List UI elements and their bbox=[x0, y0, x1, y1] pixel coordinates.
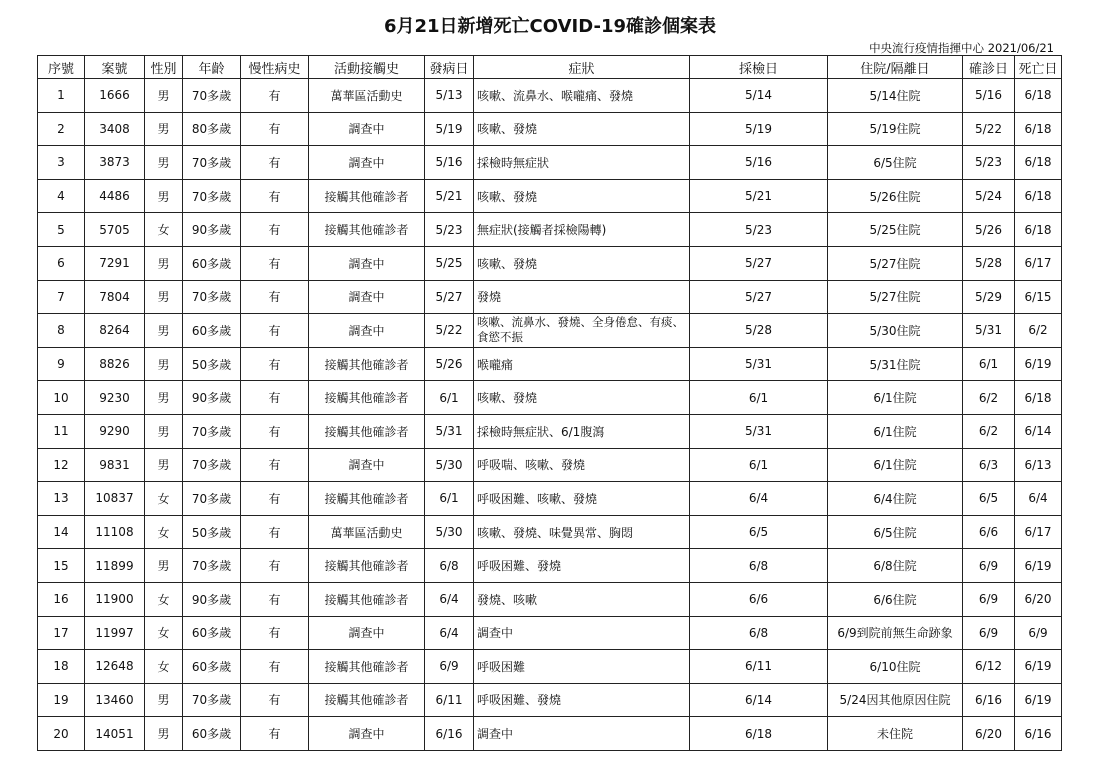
cell-hospital-date: 6/5住院 bbox=[828, 515, 963, 549]
cell-case-no: 11899 bbox=[85, 549, 145, 583]
cell-case-no: 10837 bbox=[85, 482, 145, 516]
cell-age: 70多歲 bbox=[183, 482, 241, 516]
cell-case-no: 13460 bbox=[85, 683, 145, 717]
col-header-onset: 發病日 bbox=[425, 56, 474, 79]
cell-contact: 調查中 bbox=[309, 112, 425, 146]
cell-seq: 18 bbox=[38, 650, 85, 684]
cell-test-date: 6/6 bbox=[690, 582, 828, 616]
cell-confirm-date: 5/26 bbox=[963, 213, 1015, 247]
col-header-confirm-date: 確診日 bbox=[963, 56, 1015, 79]
cell-contact: 接觸其他確診者 bbox=[309, 582, 425, 616]
col-header-death-date: 死亡日 bbox=[1015, 56, 1062, 79]
cell-symptoms: 呼吸困難、發燒 bbox=[474, 549, 690, 583]
cell-chronic: 有 bbox=[241, 179, 309, 213]
cell-test-date: 6/11 bbox=[690, 650, 828, 684]
cell-case-no: 7804 bbox=[85, 280, 145, 314]
cell-symptoms: 呼吸困難 bbox=[474, 650, 690, 684]
cell-case-no: 14051 bbox=[85, 717, 145, 751]
cell-test-date: 5/31 bbox=[690, 347, 828, 381]
cell-death-date: 6/13 bbox=[1015, 448, 1062, 482]
cell-confirm-date: 6/3 bbox=[963, 448, 1015, 482]
cell-onset: 5/30 bbox=[425, 448, 474, 482]
cell-hospital-date: 6/10住院 bbox=[828, 650, 963, 684]
cell-chronic: 有 bbox=[241, 549, 309, 583]
cell-chronic: 有 bbox=[241, 213, 309, 247]
cell-case-no: 3408 bbox=[85, 112, 145, 146]
table-row bbox=[38, 683, 1062, 717]
cell-confirm-date: 6/9 bbox=[963, 616, 1015, 650]
table-row bbox=[38, 347, 1062, 381]
cell-hospital-date: 6/6住院 bbox=[828, 582, 963, 616]
cell-symptoms: 咳嗽、流鼻水、喉嚨痛、發燒 bbox=[474, 79, 690, 113]
cell-onset: 5/30 bbox=[425, 515, 474, 549]
cell-seq: 4 bbox=[38, 179, 85, 213]
cell-chronic: 有 bbox=[241, 246, 309, 280]
cell-case-no: 8826 bbox=[85, 347, 145, 381]
cell-test-date: 5/27 bbox=[690, 246, 828, 280]
cell-age: 70多歲 bbox=[183, 179, 241, 213]
cell-test-date: 6/18 bbox=[690, 717, 828, 751]
cell-contact: 接觸其他確診者 bbox=[309, 213, 425, 247]
table-row bbox=[38, 146, 1062, 180]
col-header-seq: 序號 bbox=[38, 56, 85, 79]
cell-confirm-date: 5/22 bbox=[963, 112, 1015, 146]
table-row bbox=[38, 414, 1062, 448]
cell-chronic: 有 bbox=[241, 112, 309, 146]
col-header-hospital-date: 住院/隔離日 bbox=[828, 56, 963, 79]
col-header-case-no: 案號 bbox=[85, 56, 145, 79]
cell-chronic: 有 bbox=[241, 515, 309, 549]
cell-death-date: 6/9 bbox=[1015, 616, 1062, 650]
cell-death-date: 6/18 bbox=[1015, 79, 1062, 113]
case-table bbox=[37, 55, 1062, 751]
cell-onset: 6/1 bbox=[425, 381, 474, 415]
cell-death-date: 6/4 bbox=[1015, 482, 1062, 516]
cell-confirm-date: 5/24 bbox=[963, 179, 1015, 213]
cell-hospital-date: 未住院 bbox=[828, 717, 963, 751]
cell-death-date: 6/2 bbox=[1015, 314, 1062, 348]
cell-death-date: 6/16 bbox=[1015, 717, 1062, 751]
cell-death-date: 6/17 bbox=[1015, 515, 1062, 549]
cell-sex: 男 bbox=[145, 717, 183, 751]
cell-age: 60多歲 bbox=[183, 717, 241, 751]
cell-seq: 15 bbox=[38, 549, 85, 583]
cell-hospital-date: 6/4住院 bbox=[828, 482, 963, 516]
cell-death-date: 6/18 bbox=[1015, 213, 1062, 247]
cell-sex: 男 bbox=[145, 414, 183, 448]
table-row bbox=[38, 213, 1062, 247]
cell-onset: 6/11 bbox=[425, 683, 474, 717]
cell-test-date: 5/23 bbox=[690, 213, 828, 247]
cell-contact: 接觸其他確診者 bbox=[309, 179, 425, 213]
cell-chronic: 有 bbox=[241, 347, 309, 381]
cell-case-no: 9230 bbox=[85, 381, 145, 415]
cell-onset: 6/4 bbox=[425, 616, 474, 650]
cell-test-date: 5/31 bbox=[690, 414, 828, 448]
cell-contact: 調查中 bbox=[309, 717, 425, 751]
cell-symptoms: 呼吸喘、咳嗽、發燒 bbox=[474, 448, 690, 482]
cell-symptoms: 採檢時無症狀、6/1腹瀉 bbox=[474, 414, 690, 448]
cell-confirm-date: 5/29 bbox=[963, 280, 1015, 314]
table-row bbox=[38, 448, 1062, 482]
cell-contact: 接觸其他確診者 bbox=[309, 650, 425, 684]
cell-symptoms: 無症狀(接觸者採檢陽轉) bbox=[474, 213, 690, 247]
cell-age: 70多歲 bbox=[183, 549, 241, 583]
cell-confirm-date: 6/16 bbox=[963, 683, 1015, 717]
cell-chronic: 有 bbox=[241, 280, 309, 314]
cell-case-no: 1666 bbox=[85, 79, 145, 113]
cell-death-date: 6/18 bbox=[1015, 112, 1062, 146]
col-header-sex: 性別 bbox=[145, 56, 183, 79]
cell-death-date: 6/17 bbox=[1015, 246, 1062, 280]
cell-hospital-date: 6/8住院 bbox=[828, 549, 963, 583]
cell-onset: 5/23 bbox=[425, 213, 474, 247]
cell-chronic: 有 bbox=[241, 717, 309, 751]
cell-age: 60多歲 bbox=[183, 246, 241, 280]
cell-onset: 5/31 bbox=[425, 414, 474, 448]
cell-sex: 女 bbox=[145, 482, 183, 516]
cell-age: 60多歲 bbox=[183, 314, 241, 348]
cell-contact: 接觸其他確診者 bbox=[309, 414, 425, 448]
cell-seq: 14 bbox=[38, 515, 85, 549]
cell-symptoms: 咳嗽、發燒 bbox=[474, 246, 690, 280]
cell-confirm-date: 6/6 bbox=[963, 515, 1015, 549]
cell-symptoms: 發燒、咳嗽 bbox=[474, 582, 690, 616]
page-title: 6月21日新增死亡COVID-19確診個案表 bbox=[383, 16, 717, 37]
cell-sex: 男 bbox=[145, 280, 183, 314]
cell-death-date: 6/18 bbox=[1015, 146, 1062, 180]
cell-case-no: 9831 bbox=[85, 448, 145, 482]
cell-case-no: 11108 bbox=[85, 515, 145, 549]
cell-contact: 調查中 bbox=[309, 280, 425, 314]
cell-hospital-date: 5/27住院 bbox=[828, 280, 963, 314]
cell-age: 50多歲 bbox=[183, 347, 241, 381]
cell-symptoms: 呼吸困難、咳嗽、發燒 bbox=[474, 482, 690, 516]
cell-test-date: 5/21 bbox=[690, 179, 828, 213]
cell-contact: 接觸其他確診者 bbox=[309, 683, 425, 717]
cell-death-date: 6/14 bbox=[1015, 414, 1062, 448]
cell-onset: 5/26 bbox=[425, 347, 474, 381]
col-header-symptoms: 症狀 bbox=[474, 56, 690, 79]
cell-death-date: 6/19 bbox=[1015, 347, 1062, 381]
cell-chronic: 有 bbox=[241, 448, 309, 482]
cell-seq: 1 bbox=[38, 79, 85, 113]
cell-contact: 調查中 bbox=[309, 314, 425, 348]
cell-onset: 6/16 bbox=[425, 717, 474, 751]
cell-test-date: 6/1 bbox=[690, 448, 828, 482]
cell-age: 90多歲 bbox=[183, 381, 241, 415]
cell-case-no: 8264 bbox=[85, 314, 145, 348]
table-row bbox=[38, 381, 1062, 415]
cell-seq: 7 bbox=[38, 280, 85, 314]
cell-contact: 調查中 bbox=[309, 448, 425, 482]
cell-onset: 6/8 bbox=[425, 549, 474, 583]
cell-age: 90多歲 bbox=[183, 213, 241, 247]
cell-seq: 8 bbox=[38, 314, 85, 348]
cell-onset: 5/16 bbox=[425, 146, 474, 180]
col-header-test-date: 採檢日 bbox=[690, 56, 828, 79]
cell-death-date: 6/18 bbox=[1015, 381, 1062, 415]
cell-case-no: 7291 bbox=[85, 246, 145, 280]
table-row bbox=[38, 482, 1062, 516]
table-row bbox=[38, 79, 1062, 113]
cell-onset: 5/27 bbox=[425, 280, 474, 314]
cell-hospital-date: 5/19住院 bbox=[828, 112, 963, 146]
cell-age: 70多歲 bbox=[183, 683, 241, 717]
cell-confirm-date: 6/20 bbox=[963, 717, 1015, 751]
cell-seq: 9 bbox=[38, 347, 85, 381]
cell-hospital-date: 5/27住院 bbox=[828, 246, 963, 280]
cell-chronic: 有 bbox=[241, 146, 309, 180]
cell-confirm-date: 5/23 bbox=[963, 146, 1015, 180]
cell-onset: 6/4 bbox=[425, 582, 474, 616]
cell-confirm-date: 6/9 bbox=[963, 549, 1015, 583]
cell-case-no: 9290 bbox=[85, 414, 145, 448]
cell-seq: 6 bbox=[38, 246, 85, 280]
cell-death-date: 6/20 bbox=[1015, 582, 1062, 616]
cell-seq: 13 bbox=[38, 482, 85, 516]
cell-death-date: 6/19 bbox=[1015, 549, 1062, 583]
cell-sex: 男 bbox=[145, 347, 183, 381]
cell-symptoms: 咳嗽、流鼻水、發燒、全身倦怠、有痰、食慾不振 bbox=[474, 314, 690, 348]
cell-contact: 萬華區活動史 bbox=[309, 515, 425, 549]
cell-hospital-date: 5/14住院 bbox=[828, 79, 963, 113]
cell-chronic: 有 bbox=[241, 650, 309, 684]
cell-seq: 16 bbox=[38, 582, 85, 616]
cell-case-no: 12648 bbox=[85, 650, 145, 684]
col-header-contact: 活動接觸史 bbox=[309, 56, 425, 79]
cell-symptoms: 發燒 bbox=[474, 280, 690, 314]
cell-death-date: 6/19 bbox=[1015, 683, 1062, 717]
cell-chronic: 有 bbox=[241, 582, 309, 616]
cell-case-no: 5705 bbox=[85, 213, 145, 247]
table-row bbox=[38, 314, 1062, 348]
cell-confirm-date: 5/31 bbox=[963, 314, 1015, 348]
cell-hospital-date: 6/1住院 bbox=[828, 381, 963, 415]
col-header-chronic: 慢性病史 bbox=[241, 56, 309, 79]
cell-onset: 5/13 bbox=[425, 79, 474, 113]
cell-death-date: 6/19 bbox=[1015, 650, 1062, 684]
cell-age: 90多歲 bbox=[183, 582, 241, 616]
cell-symptoms: 調查中 bbox=[474, 616, 690, 650]
cell-hospital-date: 5/30住院 bbox=[828, 314, 963, 348]
cell-symptoms: 咳嗽、發燒 bbox=[474, 179, 690, 213]
cell-seq: 11 bbox=[38, 414, 85, 448]
cell-test-date: 6/4 bbox=[690, 482, 828, 516]
cell-case-no: 4486 bbox=[85, 179, 145, 213]
cell-hospital-date: 6/1住院 bbox=[828, 414, 963, 448]
cell-symptoms: 呼吸困難、發燒 bbox=[474, 683, 690, 717]
cell-symptoms: 咳嗽、發燒 bbox=[474, 381, 690, 415]
cell-chronic: 有 bbox=[241, 414, 309, 448]
cell-age: 60多歲 bbox=[183, 650, 241, 684]
cell-age: 70多歲 bbox=[183, 280, 241, 314]
cell-sex: 男 bbox=[145, 314, 183, 348]
cell-symptoms: 採檢時無症狀 bbox=[474, 146, 690, 180]
cell-onset: 6/9 bbox=[425, 650, 474, 684]
cell-contact: 調查中 bbox=[309, 146, 425, 180]
cell-age: 70多歲 bbox=[183, 414, 241, 448]
cell-sex: 男 bbox=[145, 179, 183, 213]
cell-confirm-date: 6/2 bbox=[963, 414, 1015, 448]
cell-test-date: 6/1 bbox=[690, 381, 828, 415]
cell-death-date: 6/15 bbox=[1015, 280, 1062, 314]
cell-test-date: 5/27 bbox=[690, 280, 828, 314]
cell-confirm-date: 6/9 bbox=[963, 582, 1015, 616]
cell-seq: 2 bbox=[38, 112, 85, 146]
cell-chronic: 有 bbox=[241, 616, 309, 650]
cell-sex: 男 bbox=[145, 683, 183, 717]
cell-sex: 女 bbox=[145, 213, 183, 247]
cell-seq: 10 bbox=[38, 381, 85, 415]
cell-seq: 12 bbox=[38, 448, 85, 482]
cell-confirm-date: 5/16 bbox=[963, 79, 1015, 113]
cell-hospital-date: 5/24因其他原因住院 bbox=[828, 683, 963, 717]
cell-seq: 5 bbox=[38, 213, 85, 247]
cell-hospital-date: 5/25住院 bbox=[828, 213, 963, 247]
cell-test-date: 5/19 bbox=[690, 112, 828, 146]
cell-contact: 接觸其他確診者 bbox=[309, 482, 425, 516]
cell-onset: 5/22 bbox=[425, 314, 474, 348]
cell-sex: 男 bbox=[145, 112, 183, 146]
cell-sex: 女 bbox=[145, 582, 183, 616]
cell-chronic: 有 bbox=[241, 79, 309, 113]
col-header-age: 年齡 bbox=[183, 56, 241, 79]
table-row bbox=[38, 549, 1062, 583]
table-row bbox=[38, 650, 1062, 684]
header-row bbox=[38, 56, 1062, 79]
cell-onset: 5/25 bbox=[425, 246, 474, 280]
table-row bbox=[38, 179, 1062, 213]
cell-seq: 3 bbox=[38, 146, 85, 180]
cell-sex: 女 bbox=[145, 650, 183, 684]
cell-sex: 男 bbox=[145, 246, 183, 280]
table-row bbox=[38, 112, 1062, 146]
cell-contact: 調查中 bbox=[309, 246, 425, 280]
cell-test-date: 5/14 bbox=[690, 79, 828, 113]
cell-test-date: 6/8 bbox=[690, 616, 828, 650]
cell-test-date: 6/14 bbox=[690, 683, 828, 717]
cell-chronic: 有 bbox=[241, 482, 309, 516]
cell-chronic: 有 bbox=[241, 683, 309, 717]
cell-sex: 男 bbox=[145, 79, 183, 113]
cell-sex: 女 bbox=[145, 515, 183, 549]
cell-case-no: 11900 bbox=[85, 582, 145, 616]
cell-symptoms: 咳嗽、發燒、味覺異常、胸悶 bbox=[474, 515, 690, 549]
cell-chronic: 有 bbox=[241, 314, 309, 348]
cell-hospital-date: 5/31住院 bbox=[828, 347, 963, 381]
cell-sex: 女 bbox=[145, 616, 183, 650]
cell-sex: 男 bbox=[145, 549, 183, 583]
table-row bbox=[38, 515, 1062, 549]
cell-test-date: 5/16 bbox=[690, 146, 828, 180]
cell-test-date: 5/28 bbox=[690, 314, 828, 348]
cell-confirm-date: 6/5 bbox=[963, 482, 1015, 516]
cell-age: 70多歲 bbox=[183, 146, 241, 180]
cell-test-date: 6/8 bbox=[690, 549, 828, 583]
cell-hospital-date: 6/5住院 bbox=[828, 146, 963, 180]
cell-symptoms: 咳嗽、發燒 bbox=[474, 112, 690, 146]
cell-onset: 6/1 bbox=[425, 482, 474, 516]
cell-seq: 17 bbox=[38, 616, 85, 650]
cell-age: 70多歲 bbox=[183, 79, 241, 113]
cell-onset: 5/19 bbox=[425, 112, 474, 146]
cell-onset: 5/21 bbox=[425, 179, 474, 213]
cell-symptoms: 喉嚨痛 bbox=[474, 347, 690, 381]
source-label: 中央流行疫情指揮中心 2021/06/21 bbox=[869, 41, 1054, 55]
table-row bbox=[38, 582, 1062, 616]
cell-confirm-date: 6/12 bbox=[963, 650, 1015, 684]
cell-contact: 接觸其他確診者 bbox=[309, 381, 425, 415]
cell-contact: 調查中 bbox=[309, 616, 425, 650]
cell-symptoms: 調查中 bbox=[474, 717, 690, 751]
cell-age: 60多歲 bbox=[183, 616, 241, 650]
cell-contact: 接觸其他確診者 bbox=[309, 347, 425, 381]
cell-death-date: 6/18 bbox=[1015, 179, 1062, 213]
cell-chronic: 有 bbox=[241, 381, 309, 415]
cell-case-no: 11997 bbox=[85, 616, 145, 650]
table-row bbox=[38, 280, 1062, 314]
cell-contact: 接觸其他確診者 bbox=[309, 549, 425, 583]
cell-confirm-date: 6/2 bbox=[963, 381, 1015, 415]
cell-sex: 男 bbox=[145, 448, 183, 482]
cell-age: 80多歲 bbox=[183, 112, 241, 146]
table-row bbox=[38, 717, 1062, 751]
cell-sex: 男 bbox=[145, 381, 183, 415]
cell-hospital-date: 6/1住院 bbox=[828, 448, 963, 482]
cell-seq: 19 bbox=[38, 683, 85, 717]
table-row bbox=[38, 246, 1062, 280]
cell-hospital-date: 6/9到院前無生命跡象 bbox=[828, 616, 963, 650]
cell-age: 70多歲 bbox=[183, 448, 241, 482]
cell-hospital-date: 5/26住院 bbox=[828, 179, 963, 213]
table-row bbox=[38, 616, 1062, 650]
cell-confirm-date: 6/1 bbox=[963, 347, 1015, 381]
cell-test-date: 6/5 bbox=[690, 515, 828, 549]
cell-age: 50多歲 bbox=[183, 515, 241, 549]
cell-case-no: 3873 bbox=[85, 146, 145, 180]
cell-seq: 20 bbox=[38, 717, 85, 751]
cell-contact: 萬華區活動史 bbox=[309, 79, 425, 113]
cell-sex: 男 bbox=[145, 146, 183, 180]
cell-confirm-date: 5/28 bbox=[963, 246, 1015, 280]
